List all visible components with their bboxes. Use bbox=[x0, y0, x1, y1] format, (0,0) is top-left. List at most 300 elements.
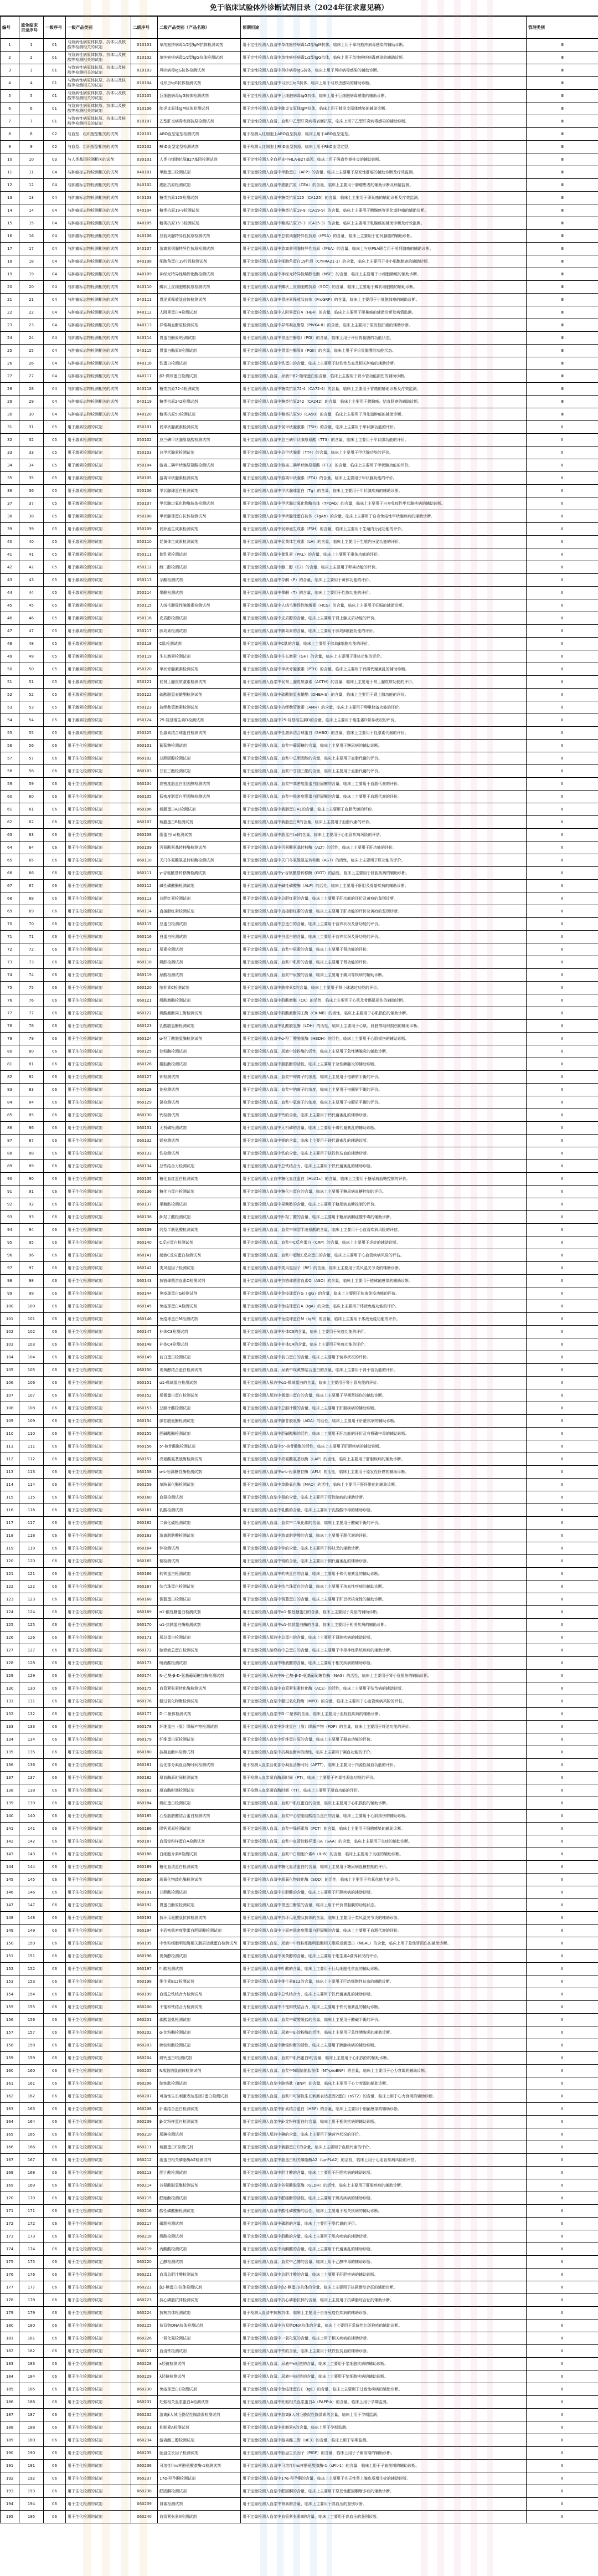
management-class-cell: Ⅱ bbox=[527, 2230, 598, 2243]
intended-use-cell: 用于定量检测人血清中异常凝血酶原（PIVKA-II）的含量，临床上主要用于原发性肝癌的辅助诊断。 bbox=[241, 319, 527, 332]
level2-code-cell: 060225 bbox=[131, 2320, 158, 2332]
row-number-cell: 156 bbox=[1, 2014, 19, 2026]
product-name-cell: 抗链球菌溶血素O检测试剂 bbox=[158, 1275, 241, 1287]
product-name-cell: 抗双链DNA抗体检测试剂 bbox=[158, 2320, 241, 2332]
level1-code-cell: 06 bbox=[44, 1224, 66, 1236]
product-name-cell: 游离脂肪酸检测试剂 bbox=[158, 1530, 241, 1542]
former-index-cell: 176 bbox=[19, 2269, 44, 2281]
intended-use-cell: 用于定量检测人血清中促黄体生成素（LH）的含量，临床上主要用于生殖内分泌功能的评价。 bbox=[241, 536, 527, 548]
intended-use-cell: 用于定量检测人血清、血浆中二氧化碳的含量，临床上主要用于酸碱平衡的评价。 bbox=[241, 1517, 527, 1530]
level1-code-cell: 06 bbox=[44, 1695, 66, 1708]
level1-category-cell: 用于生化检测的试剂 bbox=[66, 2396, 131, 2409]
level1-category-cell: 用于生化检测的试剂 bbox=[66, 969, 131, 982]
product-name-cell: 尿碘检测试剂 bbox=[158, 2128, 241, 2141]
table-row bbox=[1, 2498, 598, 2511]
management-class-cell: Ⅱ bbox=[527, 650, 598, 663]
product-name-cell: 癌胚抗原检测试剂 bbox=[158, 179, 241, 192]
table-row bbox=[1, 2447, 598, 2460]
intended-use-cell: 用于定量检测人血清中总铁结合力，临床上主要用于铁代谢紊乱的辅助诊断。 bbox=[241, 1988, 527, 2001]
level1-category-cell: 用于生化检测的试剂 bbox=[66, 841, 131, 854]
row-number-cell: 37 bbox=[1, 497, 19, 510]
table-row bbox=[1, 319, 598, 332]
level1-code-cell: 06 bbox=[44, 1568, 66, 1581]
table-row bbox=[1, 561, 598, 574]
table-row bbox=[1, 421, 598, 434]
level1-category-cell: 用于生化检测的试剂 bbox=[66, 1389, 131, 1402]
level1-code-cell: 04 bbox=[44, 294, 66, 306]
intended-use-cell: 用于定量检测人血清、血浆中N端脑钠肽前体（NT-proBNP）的含量，临床上主要用于心力衰竭的辅助诊断。 bbox=[241, 2065, 527, 2077]
row-number-cell: 129 bbox=[1, 1670, 19, 1682]
intended-use-cell: 用于定量检测人血清、血浆中可溶性生长刺激表达基因2蛋白（sST2）的含量，临床上用于心力衰竭的辅助诊断。 bbox=[241, 2090, 527, 2103]
level1-category-cell: 用于生化检测的试剂 bbox=[66, 1861, 131, 1874]
row-number-cell: 174 bbox=[1, 2243, 19, 2256]
row-number-cell: 10 bbox=[1, 153, 19, 166]
level1-code-cell: 06 bbox=[44, 1249, 66, 1262]
table-row bbox=[1, 102, 598, 115]
former-index-cell: 40 bbox=[19, 536, 44, 548]
table-row bbox=[1, 2103, 598, 2116]
level1-category-cell: 用于生化检测的试剂 bbox=[66, 2281, 131, 2294]
level1-code-cell: 06 bbox=[44, 1007, 66, 1020]
intended-use-cell: 用于定性检测人全血样本中HLA-B27基因，临床上用于强直性脊柱炎的辅助诊断。 bbox=[241, 153, 527, 166]
product-name-cell: 凝血酶时间检测试剂 bbox=[158, 1784, 241, 1797]
intended-use-cell: 用于定量检测人血清中腺苷脱氨酶（ADA）的活性，临床上主要用于肝脏疾病的辅助诊断。 bbox=[241, 1415, 527, 1428]
level1-category-cell: 用于生化检测的试剂 bbox=[66, 931, 131, 943]
row-number-cell: 100 bbox=[1, 1300, 19, 1313]
former-index-cell: 113 bbox=[19, 1466, 44, 1479]
row-number-cell: 31 bbox=[1, 421, 19, 434]
level1-category-cell: 用于激素检测的试剂 bbox=[66, 599, 131, 612]
former-index-cell: 25 bbox=[19, 345, 44, 357]
level1-category-cell: 用于生化检测的试剂 bbox=[66, 880, 131, 892]
intended-use-cell: 用于定量检测人血清中锌的含量，临床上主要用于锌缺乏的辅助诊断。 bbox=[241, 1542, 527, 1555]
level1-code-cell: 06 bbox=[44, 1377, 66, 1389]
former-index-cell: 82 bbox=[19, 1071, 44, 1084]
level1-code-cell: 06 bbox=[44, 2358, 66, 2370]
table-row bbox=[1, 1147, 598, 1160]
table-row bbox=[1, 612, 598, 625]
row-number-cell: 177 bbox=[1, 2281, 19, 2294]
level2-code-cell: 060170 bbox=[131, 1619, 158, 1631]
level1-category-cell: 用于生化检测的试剂 bbox=[66, 1262, 131, 1275]
row-number-cell: 120 bbox=[1, 1555, 19, 1568]
former-index-cell: 124 bbox=[19, 1606, 44, 1619]
level1-category-cell: 用于生化检测的试剂 bbox=[66, 1440, 131, 1453]
table-row bbox=[1, 345, 598, 357]
management-class-cell: Ⅱ bbox=[527, 1886, 598, 1899]
management-class-cell: Ⅱ bbox=[527, 905, 598, 918]
level1-category-cell: 与血型、组织配型相关的试剂 bbox=[66, 128, 131, 141]
level1-code-cell: 06 bbox=[44, 1466, 66, 1479]
level1-code-cell: 04 bbox=[44, 357, 66, 370]
intended-use-cell: 用于定量检测人血清中免疫球蛋白M（IgM）的含量，临床上主要用于体液免疫功能的评价。 bbox=[241, 1313, 527, 1326]
table-row bbox=[1, 1848, 598, 1861]
former-index-cell: 131 bbox=[19, 1695, 44, 1708]
management-class-cell: Ⅱ bbox=[527, 1975, 598, 1988]
level2-code-cell: 050114 bbox=[131, 587, 158, 599]
table-row bbox=[1, 2307, 598, 2320]
former-index-cell: 57 bbox=[19, 752, 44, 765]
management-class-cell: Ⅱ bbox=[527, 1389, 598, 1402]
level1-category-cell: 用于生化检测的试剂 bbox=[66, 1224, 131, 1236]
level1-category-cell: 用于生化检测的试剂 bbox=[66, 2358, 131, 2370]
management-class-cell: Ⅱ bbox=[527, 829, 598, 841]
table-row bbox=[1, 166, 598, 179]
management-class-cell: Ⅱ bbox=[527, 1135, 598, 1147]
intended-use-cell: 用于定量检测人血浆中纤维蛋白原的含量，临床上主要用于凝血功能的评价。 bbox=[241, 1733, 527, 1746]
management-class-cell: Ⅱ bbox=[527, 803, 598, 816]
former-index-cell: 137 bbox=[19, 1772, 44, 1784]
management-class-cell: Ⅱ bbox=[527, 2332, 598, 2345]
former-index-cell: 193 bbox=[19, 2485, 44, 2498]
management-class-cell: Ⅱ bbox=[527, 663, 598, 676]
intended-use-cell: 用于定量检测人血清中胱抑素C的含量，临床上主要用于肾小球滤过功能的评价。 bbox=[241, 982, 527, 994]
former-index-cell: 28 bbox=[19, 383, 44, 396]
level1-code-cell: 06 bbox=[44, 2218, 66, 2230]
level1-code-cell: 06 bbox=[44, 2472, 66, 2485]
management-class-cell: Ⅱ bbox=[527, 1644, 598, 1657]
level1-code-cell: 06 bbox=[44, 2077, 66, 2090]
level1-category-cell: 与肿瘤标志物检测相关的试剂 bbox=[66, 294, 131, 306]
level1-category-cell: 与肿瘤标志物检测相关的试剂 bbox=[66, 345, 131, 357]
level1-category-cell: 用于生化检测的试剂 bbox=[66, 943, 131, 956]
row-number-cell: 152 bbox=[1, 1963, 19, 1975]
intended-use-cell: 用于定量检测人血清中总甲状腺素（TT4）的含量，临床上主要用于甲状腺功能的评价。 bbox=[241, 447, 527, 459]
management-class-cell: Ⅱ bbox=[527, 867, 598, 880]
intended-use-cell: 用于定量检测人血清中可溶性fms样酪氨酸激酶-1（sFlt-1）的含量，临床上用于子痫前期的辅助诊断。 bbox=[241, 2460, 527, 2472]
level1-code-cell: 06 bbox=[44, 1721, 66, 1733]
management-class-cell: Ⅲ bbox=[527, 408, 598, 421]
table-row bbox=[1, 1886, 598, 1899]
level1-category-cell: 用于激素检测的试剂 bbox=[66, 574, 131, 587]
intended-use-cell: 用于定性检测人血清中肺炎支原体IgM抗体，临床上用于肺炎支原体感染的辅助诊断。 bbox=[241, 102, 527, 115]
row-number-cell: 53 bbox=[1, 701, 19, 714]
row-number-cell: 45 bbox=[1, 599, 19, 612]
intended-use-cell: 用于定性检测人血清中单纯疱疹病毒1/2型IgG抗体，临床上用于单纯疱疹病毒感染的辅助诊断。 bbox=[241, 52, 527, 64]
product-name-cell: 叶酸检测试剂 bbox=[158, 1963, 241, 1975]
level1-category-cell: 用于生化检测的试剂 bbox=[66, 1045, 131, 1058]
management-class-cell: Ⅱ bbox=[527, 587, 598, 599]
row-number-cell: 17 bbox=[1, 243, 19, 255]
level1-category-cell: 用于生化检测的试剂 bbox=[66, 2345, 131, 2358]
management-class-cell: Ⅱ bbox=[527, 2090, 598, 2103]
level2-code-cell: 060192 bbox=[131, 1899, 158, 1912]
level2-code-cell: 040113 bbox=[131, 319, 158, 332]
management-class-cell: Ⅱ bbox=[527, 1236, 598, 1249]
intended-use-cell: 用于定量检测人血清中胆碱酯酶的活性，临床上主要用于肝功能的评价及有机磷中毒的辅助诊断。 bbox=[241, 1428, 527, 1440]
management-class-cell: Ⅱ bbox=[527, 2472, 598, 2485]
level2-code-cell: 040107 bbox=[131, 243, 158, 255]
table-row bbox=[1, 179, 598, 192]
management-class-cell: Ⅱ bbox=[527, 1721, 598, 1733]
table-row bbox=[1, 1975, 598, 1988]
table-row bbox=[1, 1109, 598, 1122]
former-index-cell: 4 bbox=[19, 77, 44, 90]
former-index-cell: 142 bbox=[19, 1835, 44, 1848]
row-number-cell: 160 bbox=[1, 2065, 19, 2077]
level1-category-cell: 用于生化检测的试剂 bbox=[66, 1695, 131, 1708]
former-index-cell: 159 bbox=[19, 2052, 44, 2065]
product-name-cell: 谷氨酸脱氢酶检测试剂 bbox=[158, 2179, 241, 2192]
level1-code-cell: 06 bbox=[44, 1835, 66, 1848]
level1-category-cell: 用于激素检测的试剂 bbox=[66, 472, 131, 485]
table-row bbox=[1, 1784, 598, 1797]
level1-code-cell: 06 bbox=[44, 1173, 66, 1186]
product-name-cell: 类风湿因子检测试剂 bbox=[158, 1262, 241, 1275]
row-number-cell: 47 bbox=[1, 625, 19, 638]
level1-code-cell: 06 bbox=[44, 2383, 66, 2396]
level1-code-cell: 06 bbox=[44, 1950, 66, 1963]
level1-category-cell: 用于生化检测的试剂 bbox=[66, 2154, 131, 2167]
former-index-cell: 105 bbox=[19, 1364, 44, 1377]
former-index-cell: 23 bbox=[19, 319, 44, 332]
level1-category-cell: 用于激素检测的试剂 bbox=[66, 485, 131, 497]
level2-code-cell: 060216 bbox=[131, 2205, 158, 2218]
intended-use-cell: 用于定量检测人血清中妊娠相关血浆蛋白A（PAPP-A）的含量，临床上用于孕期监测。 bbox=[241, 2396, 527, 2409]
level2-code-cell: 010106 bbox=[131, 102, 158, 115]
intended-use-cell: 用于定量检测人血清中乳酸脱氢酶（LDH）的活性，临床上主要用于心肌、肝脏等组织损伤的辅助诊断。 bbox=[241, 1020, 527, 1033]
intended-use-cell: 用于定性检测人血清中巨细胞病毒IgG抗体，临床上用于巨细胞病毒感染的辅助诊断。 bbox=[241, 90, 527, 102]
former-index-cell: 77 bbox=[19, 1007, 44, 1020]
level2-code-cell: 060197 bbox=[131, 1963, 158, 1975]
management-class-cell: Ⅱ bbox=[527, 1007, 598, 1020]
row-number-cell: 169 bbox=[1, 2179, 19, 2192]
intended-use-cell: 用于定量检测人血浆中D-二聚体的含量，临床上主要用于血栓性疾病的辅助诊断。 bbox=[241, 1708, 527, 1721]
level1-code-cell: 06 bbox=[44, 752, 66, 765]
intended-use-cell: 用于定量检测人血清中总前列腺特异性抗原（tPSA）的含量，临床上主要用于前列腺癌的辅助诊断。 bbox=[241, 230, 527, 243]
former-index-cell: 140 bbox=[19, 1810, 44, 1823]
level1-code-cell: 06 bbox=[44, 2485, 66, 2498]
level1-code-cell: 06 bbox=[44, 1428, 66, 1440]
level1-category-cell: 用于生化检测的试剂 bbox=[66, 1300, 131, 1313]
management-class-cell: Ⅲ bbox=[527, 90, 598, 102]
level1-category-cell: 用于生化检测的试剂 bbox=[66, 2052, 131, 2065]
management-class-cell: Ⅱ bbox=[527, 1428, 598, 1440]
level1-code-cell: 06 bbox=[44, 2269, 66, 2281]
level2-code-cell: 050110 bbox=[131, 536, 158, 548]
former-index-cell: 132 bbox=[19, 1708, 44, 1721]
level1-category-cell: 与人类基因检测相关的试剂 bbox=[66, 153, 131, 166]
level2-code-cell: 060116 bbox=[131, 931, 158, 943]
level1-code-cell: 06 bbox=[44, 1899, 66, 1912]
row-number-cell: 145 bbox=[1, 1874, 19, 1886]
product-name-cell: 脑钠肽检测试剂 bbox=[158, 2077, 241, 2090]
level1-code-cell: 06 bbox=[44, 1084, 66, 1096]
intended-use-cell: 用于定量检测人血清、血浆中钾离子的浓度，临床上主要用于电解质平衡的评价。 bbox=[241, 1071, 527, 1084]
former-index-cell: 171 bbox=[19, 2205, 44, 2218]
level2-code-cell: 060210 bbox=[131, 2128, 158, 2141]
product-name-cell: 脂蛋白相关磷脂酶A2检测试剂 bbox=[158, 2154, 241, 2167]
level1-code-cell: 04 bbox=[44, 319, 66, 332]
former-index-cell: 2 bbox=[19, 52, 44, 64]
level1-code-cell: 06 bbox=[44, 1300, 66, 1313]
management-class-cell: Ⅱ bbox=[527, 2128, 598, 2141]
row-number-cell: 86 bbox=[1, 1122, 19, 1135]
level2-code-cell: 050106 bbox=[131, 485, 158, 497]
level2-code-cell: 060212 bbox=[131, 2154, 158, 2167]
product-name-cell: 免疫球蛋白A检测试剂 bbox=[158, 1300, 241, 1313]
management-class-cell: Ⅲ bbox=[527, 166, 598, 179]
table-row bbox=[1, 778, 598, 791]
level2-code-cell: 060171 bbox=[131, 1631, 158, 1644]
management-class-cell: Ⅱ bbox=[527, 1657, 598, 1670]
row-number-cell: 159 bbox=[1, 2052, 19, 2065]
level2-code-cell: 060190 bbox=[131, 1874, 158, 1886]
level2-code-cell: 060119 bbox=[131, 969, 158, 982]
table-row bbox=[1, 625, 598, 638]
management-class-cell: Ⅱ bbox=[527, 1835, 598, 1848]
level2-code-cell: 060111 bbox=[131, 867, 158, 880]
level2-code-cell: 060195 bbox=[131, 1937, 158, 1950]
intended-use-cell: 用于定量检测人血浆中肾素的含量，临床上主要用于高血压的鉴别诊断。 bbox=[241, 2498, 527, 2511]
row-number-cell: 59 bbox=[1, 778, 19, 791]
product-name-cell: 胃蛋白酶原I检测试剂 bbox=[158, 332, 241, 345]
level1-code-cell: 06 bbox=[44, 931, 66, 943]
intended-use-cell: 用于检测人血浆凝血酶原时间（PT），临床上主要用于外源性凝血功能的评价。 bbox=[241, 1772, 527, 1784]
product-name-cell: 巨细胞病毒IgG抗体检测试剂 bbox=[158, 90, 241, 102]
level1-category-cell: 用于生化检测的试剂 bbox=[66, 1428, 131, 1440]
former-index-cell: 185 bbox=[19, 2383, 44, 2396]
former-index-cell: 127 bbox=[19, 1644, 44, 1657]
intended-use-cell: 用于定量检测人血清中胃蛋白酶原I（PGI）的含量，临床上用于评价胃黏膜的功能状态。 bbox=[241, 332, 527, 345]
product-name-cell: 凝血酶原时间检测试剂 bbox=[158, 1772, 241, 1784]
level2-code-cell: 060236 bbox=[131, 2460, 158, 2472]
management-class-cell: Ⅱ bbox=[527, 1631, 598, 1644]
management-class-cell: Ⅱ bbox=[527, 1606, 598, 1619]
management-class-cell: Ⅱ bbox=[527, 1695, 598, 1708]
product-name-cell: 游离β人绒毛膜促性腺激素检测试剂 bbox=[158, 2409, 241, 2421]
management-class-cell: Ⅱ bbox=[527, 2409, 598, 2421]
product-name-cell: 糖类抗原19-9检测试剂 bbox=[158, 204, 241, 217]
table-row bbox=[1, 816, 598, 829]
level1-category-cell: 用于生化检测的试剂 bbox=[66, 1122, 131, 1135]
management-class-cell: Ⅱ bbox=[527, 1415, 598, 1428]
management-class-cell: Ⅱ bbox=[527, 1198, 598, 1211]
product-name-cell: RhD血型定型检测试剂 bbox=[158, 141, 241, 153]
level2-code-cell: 060144 bbox=[131, 1287, 158, 1300]
table-row bbox=[1, 1733, 598, 1746]
product-name-cell: 血氨检测试剂 bbox=[158, 1491, 241, 1504]
product-name-cell: 弓形虫IgG抗体检测试剂 bbox=[158, 77, 241, 90]
product-name-cell: 人附睾蛋白4检测试剂 bbox=[158, 306, 241, 319]
row-number-cell: 58 bbox=[1, 765, 19, 778]
former-index-cell: 184 bbox=[19, 2370, 44, 2383]
level1-code-cell: 06 bbox=[44, 1160, 66, 1173]
intended-use-cell: 用于定量检测人血清、血浆中总胆固醇的含量，临床上主要用于血脂代谢的评价。 bbox=[241, 752, 527, 765]
level2-code-cell: 060211 bbox=[131, 2141, 158, 2154]
management-class-cell: Ⅱ bbox=[527, 2218, 598, 2230]
level1-code-cell: 06 bbox=[44, 982, 66, 994]
former-index-cell: 155 bbox=[19, 2001, 44, 2014]
level1-category-cell: 用于生化检测的试剂 bbox=[66, 2103, 131, 2116]
table-row bbox=[1, 1899, 598, 1912]
management-class-cell: Ⅱ bbox=[527, 1682, 598, 1695]
row-number-cell: 1 bbox=[1, 39, 19, 52]
level1-category-cell: 用于生化检测的试剂 bbox=[66, 2205, 131, 2218]
level1-code-cell: 06 bbox=[44, 2307, 66, 2320]
row-number-cell: 62 bbox=[1, 816, 19, 829]
product-name-cell: 直接胆红素检测试剂 bbox=[158, 905, 241, 918]
product-name-cell: β-羟丁酸检测试剂 bbox=[158, 1211, 241, 1224]
level1-code-cell: 06 bbox=[44, 2460, 66, 2472]
level1-code-cell: 02 bbox=[44, 128, 66, 141]
level1-code-cell: 04 bbox=[44, 345, 66, 357]
level1-category-cell: 用于生化检测的试剂 bbox=[66, 1249, 131, 1262]
level1-code-cell: 06 bbox=[44, 1275, 66, 1287]
level2-code-cell: 060209 bbox=[131, 2116, 158, 2128]
intended-use-cell: 用于定量检测人血清中结合珠蛋白的含量，临床上主要用于溶血性疾病的辅助诊断。 bbox=[241, 1581, 527, 1593]
former-index-cell: 157 bbox=[19, 2026, 44, 2039]
row-number-cell: 7 bbox=[1, 115, 19, 128]
level2-code-cell: 060149 bbox=[131, 1351, 158, 1364]
table-row bbox=[1, 2218, 598, 2230]
level1-code-cell: 06 bbox=[44, 1670, 66, 1682]
level2-code-cell: 060120 bbox=[131, 982, 158, 994]
intended-use-cell: 用于定量检测人血清中超氧化物歧化酶（SOD）的活性，临床上主要用于抗氧化能力的评价。 bbox=[241, 1874, 527, 1886]
product-name-cell: 总胆汁酸检测试剂 bbox=[158, 1402, 241, 1415]
table-row bbox=[1, 638, 598, 650]
level1-code-cell: 06 bbox=[44, 2205, 66, 2218]
level1-category-cell: 用于生化检测的试剂 bbox=[66, 1593, 131, 1606]
level1-code-cell: 05 bbox=[44, 485, 66, 497]
table-row bbox=[1, 1670, 598, 1682]
former-index-cell: 150 bbox=[19, 1937, 44, 1950]
level2-code-cell: 060141 bbox=[131, 1249, 158, 1262]
former-index-cell: 41 bbox=[19, 548, 44, 561]
row-number-cell: 46 bbox=[1, 612, 19, 625]
level2-code-cell: 060159 bbox=[131, 1479, 158, 1491]
table-row bbox=[1, 141, 598, 153]
row-number-cell: 93 bbox=[1, 1211, 19, 1224]
former-index-cell: 128 bbox=[19, 1657, 44, 1670]
intended-use-cell: 用于定量检测人血清、尿液中κ轻链的含量，临床上主要用于浆细胞疾病的辅助诊断。 bbox=[241, 2358, 527, 2370]
product-name-cell: 一氧化氮检测试剂 bbox=[158, 2332, 241, 2345]
level1-code-cell: 06 bbox=[44, 1988, 66, 2001]
row-number-cell: 155 bbox=[1, 2001, 19, 2014]
management-class-cell: Ⅲ bbox=[527, 243, 598, 255]
intended-use-cell: 用于定量检测人血清、血浆中同型半胱氨酸的含量，临床上主要用于心血管疾病风险的评估。 bbox=[241, 1224, 527, 1236]
level1-code-cell: 04 bbox=[44, 306, 66, 319]
level1-category-cell: 与致病性病原体抗原、抗体以及核酸等检测相关的试剂 bbox=[66, 64, 131, 77]
intended-use-cell: 用于定量检测人血浆中脂蛋白相关磷脂酶A2（Lp-PLA2）的活性，临床上用于心血管疾病风险的评估。 bbox=[241, 2154, 527, 2167]
level1-code-cell: 06 bbox=[44, 1810, 66, 1823]
intended-use-cell: 用于定量检测人血清中游离雌三醇（uE3）的含量，临床上用于孕期监测。 bbox=[241, 2434, 527, 2447]
management-class-cell: Ⅱ bbox=[527, 1440, 598, 1453]
intended-use-cell: 用于定量检测人血清中丙氨酸氨基转移酶（ALT）的活性，临床上主要用于肝功能的评价。 bbox=[241, 841, 527, 854]
level2-code-cell: 060230 bbox=[131, 2383, 158, 2396]
level1-category-cell: 用于激素检测的试剂 bbox=[66, 701, 131, 714]
table-row bbox=[1, 1058, 598, 1071]
intended-use-cell: 用于定量检测人血浆中β-淀粉样蛋白的含量，临床上用于相关疾病的辅助诊断。 bbox=[241, 2116, 527, 2128]
table-row bbox=[1, 2320, 598, 2332]
management-class-cell: Ⅱ bbox=[527, 1912, 598, 1925]
table-row bbox=[1, 1224, 598, 1236]
intended-use-cell: 用于定量检测人全血中糖化血红蛋白（HbA1c）的含量，临床上主要用于糖尿病血糖控制的评价。 bbox=[241, 1173, 527, 1186]
management-class-cell: Ⅱ bbox=[527, 1287, 598, 1300]
table-row bbox=[1, 370, 598, 383]
level1-code-cell: 05 bbox=[44, 510, 66, 523]
level2-code-cell: 060101 bbox=[131, 740, 158, 752]
row-number-cell: 29 bbox=[1, 396, 19, 408]
level1-code-cell: 04 bbox=[44, 396, 66, 408]
row-number-cell: 108 bbox=[1, 1402, 19, 1415]
row-number-cell: 185 bbox=[1, 2383, 19, 2396]
level2-code-cell: 060172 bbox=[131, 1644, 158, 1657]
management-class-cell: Ⅱ bbox=[527, 510, 598, 523]
intended-use-cell: 用于定量检测人血清中肌酸的含量，临床上主要用于肌肉疾病的辅助诊断。 bbox=[241, 2230, 527, 2243]
product-name-cell: 皮质醇检测试剂 bbox=[158, 612, 241, 625]
table-row bbox=[1, 1045, 598, 1058]
